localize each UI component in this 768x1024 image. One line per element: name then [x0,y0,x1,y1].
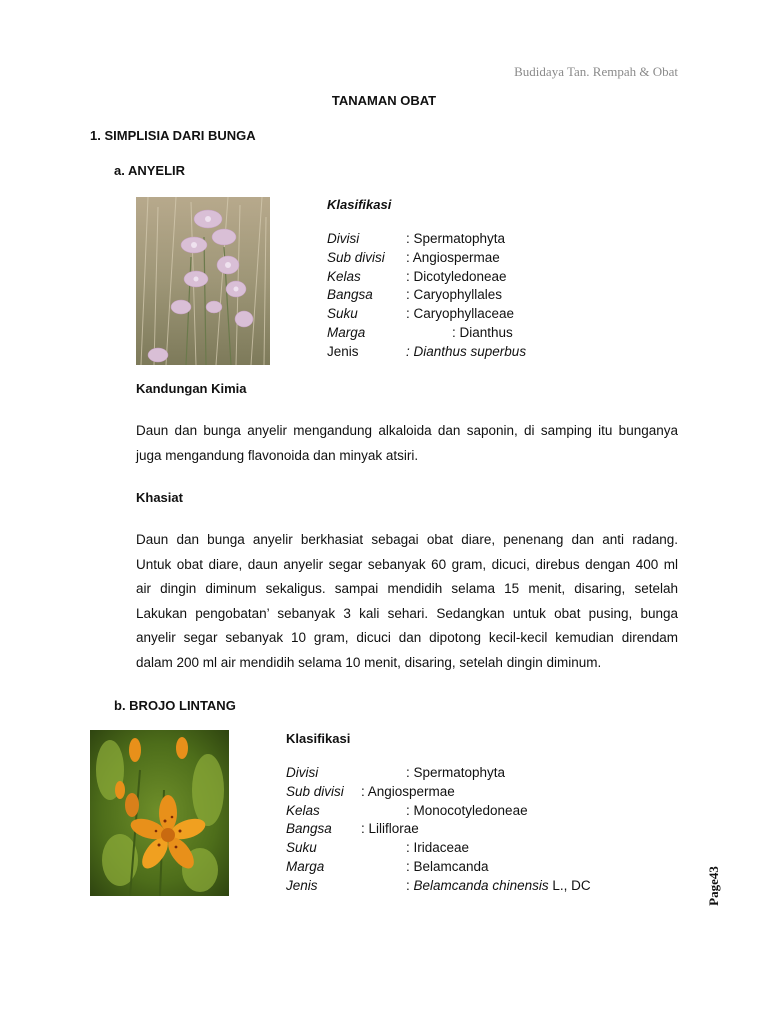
kandungan-paragraph [136,419,678,468]
klas-key: Suku [327,306,358,322]
klas-value: : Dianthus superbus [406,343,527,359]
klas-value: : Iridaceae [406,840,470,856]
klas-row [286,839,626,858]
subsection-heading-anyelir: a. ANYELIR [114,163,186,178]
running-header: Budidaya Tan. Rempah & Obat [514,64,678,79]
klasifikasi-table-anyelir [327,230,587,362]
section-heading: 1. SIMPLISIA DARI BUNGA [90,128,256,143]
klas-row [286,877,626,896]
klas-row [286,783,626,802]
klas-row [286,858,626,877]
klas-row [327,230,587,249]
klas-value: : Angiospermae [361,783,455,799]
brojo-lintang-photo [90,730,229,896]
klas-key: Marga [286,858,325,874]
paragraph-line: Daun dan bunga anyelir mengandung alkaloida dan saponin, di samping itu bunganya [136,423,678,438]
klas-value: : Spermatophyta [406,765,506,780]
belamcanda-image [90,730,229,896]
klas-key: Divisi [286,765,319,780]
paragraph-line: anyelir segar sebanyak 10 gram, dicuci dan dipotong kecil-kecil kemudian direndam [136,630,678,645]
klas-value-suffix: L., DC [548,877,591,893]
kandungan-heading: Kandungan Kimia [136,381,247,396]
klas-key: Jenis [286,877,318,893]
klas-value-italic: Belamcanda chinensis [413,877,549,893]
klas-value: : Monocotyledoneae [406,802,528,818]
page-title: TANAMAN OBAT [331,93,437,108]
klas-value: : Belamcanda [406,858,489,874]
klas-value: : Liliflorae [361,821,419,837]
klas-value: : Dicotyledoneae [406,268,507,284]
khasiat-heading: Khasiat [136,490,183,505]
klas-row [327,249,587,268]
paragraph-line: Lakukan pengobatan’ sebanyak 3 kali sehari. Sedangkan untuk obat pusing, bunga [136,605,678,621]
klas-key: Jenis [327,343,359,359]
klasifikasi-table-brojo-lintang [286,764,626,896]
klas-key: Suku [286,840,317,856]
anyelir-photo [136,197,270,365]
klas-key: Divisi [327,231,360,246]
dianthus-image [136,197,270,365]
klas-value-prefix: : [406,877,414,893]
klas-key: Bangsa [327,287,373,303]
klas-value: : Angiospermae [406,249,500,265]
paragraph-line: juga mengandung flavonoida dan minyak atsiri. [136,447,419,463]
paragraph-line: Daun dan bunga anyelir berkhasiat sebagai obat diare, penenang dan anti radang. [136,532,678,547]
paragraph-line: air dingin diminum sekaligus. sampai mendidih selama 15 menit, disaring, setelah [136,581,678,596]
klasifikasi-label-brojo-lintang: Klasifikasi [286,731,351,746]
paragraph-line: Untuk obat diare, daun anyelir segar sebanyak 60 gram, dicuci, direbus dengan 400 ml [136,556,678,572]
klas-value: : Caryophyllaceae [406,306,515,322]
subsection-heading-brojo-lintang: b. BROJO LINTANG [114,698,236,713]
klas-row [327,343,587,362]
klas-value: : Dianthus [452,324,513,340]
klas-key: Sub divisi [327,249,385,265]
klas-key: Bangsa [286,821,332,837]
paragraph-line: dalam 200 ml air mendidih selama 10 menit, disaring, setelah dingin diminum. [136,654,602,670]
klas-row [286,764,626,783]
klas-row [327,268,587,287]
klas-row [327,324,587,343]
klas-key: Marga [327,324,366,340]
klas-row [327,286,587,305]
khasiat-paragraph [136,528,678,675]
klas-value: : Caryophyllales [406,287,503,303]
klas-key: Sub divisi [286,783,344,799]
klas-value [406,877,591,896]
klas-key: Kelas [286,802,320,818]
klas-row [327,305,587,324]
klasifikasi-label-anyelir: Klasifikasi [327,197,392,212]
page-number: Page43 [706,866,721,906]
klas-key: Kelas [327,268,361,284]
klas-row [286,802,626,821]
klas-value: : Spermatophyta [406,231,506,246]
klas-row [286,820,626,839]
